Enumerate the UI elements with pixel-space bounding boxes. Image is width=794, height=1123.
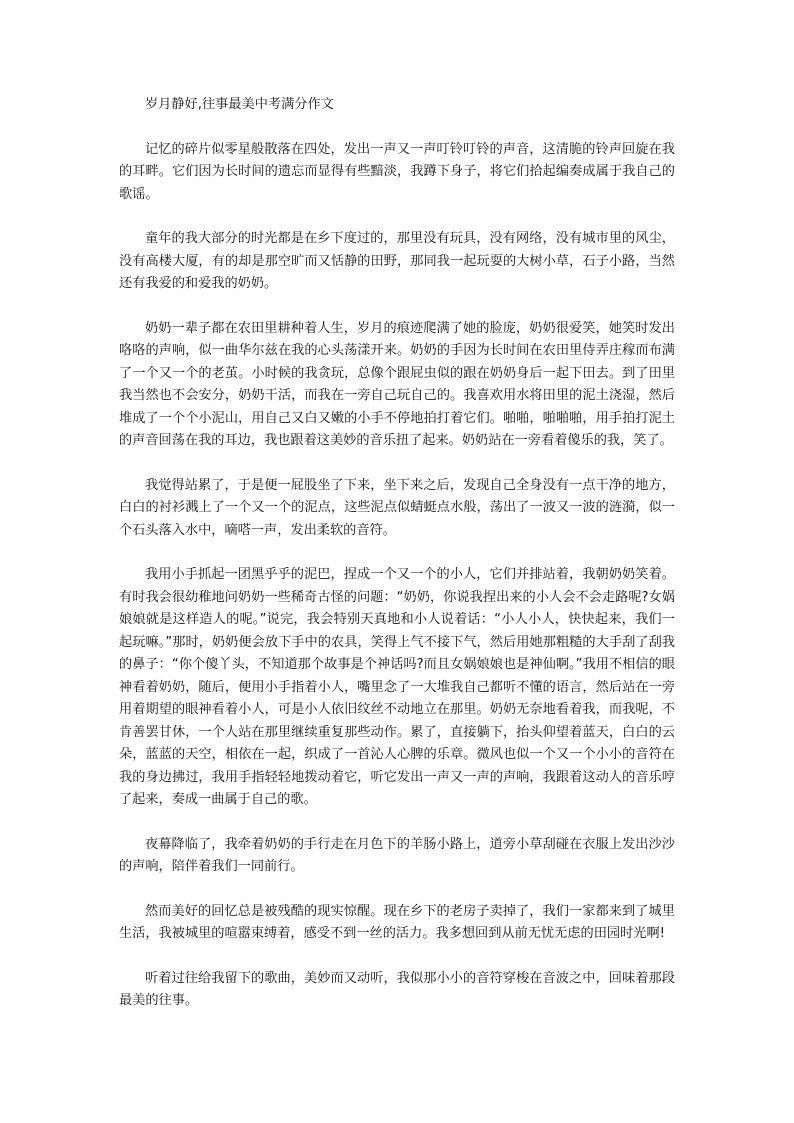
paragraph-4: 我觉得站累了，于是便一屁股坐了下来，坐下来之后，发现自己全身没有一点干净的地方，白白的衬衫溅上了一个又一个的泥点，这些泥点似蜻蜓点水般，荡出了一波又一波的涟漪，似一个石头落入水中，嘀嗒一声，发出柔软的音符。: [119, 477, 675, 538]
paragraph-2: 童年的我大部分的时光都是在乡下度过的，那里没有玩具，没有网络，没有城市里的风尘，没有高楼大厦，有的却是那空旷而又恬静的田野，那同我一起玩耍的大树小草，石子小路，当然还有我爱的和爱我的奶奶。: [119, 231, 675, 291]
paragraph-1: 记忆的碎片似零星般散落在四处，发出一声又一声叮铃叮铃的声音，这清脆的铃声回旋在我的耳畔。它们因为长时间的遗忘而显得有些黯淡，我蹲下身子，将它们拾起编奏成属于我自己的歌谣。: [119, 141, 675, 202]
paragraph-3: 奶奶一辈子都在农田里耕种着人生，岁月的痕迹爬满了她的脸庞，奶奶很爱笑，她笑时发出咯咯的声响，似一曲华尔兹在我的心头荡漾开来。奶奶的手因为长时间在农田里侍弄庄稼而布满了一个又一个的老茧。小时候的我贪玩，总像个跟屁虫似的跟在奶奶身后一起下田去。到了田里我当然也不会安分，奶奶干活，而我在一旁自己玩自己的。我喜欢用水将田里的泥土浇湿，然后堆成了一个个小泥山，用自己又白又嫩的小手不停地拍打着它们。啪啪，啪啪啪，用手拍打泥土的声音回荡在我的耳边，我也跟着这美妙的音乐扭了起来。奶奶站在一旁看着傻乐的我，笑了。: [119, 320, 675, 448]
paragraph-6: 夜幕降临了，我牵着奶奶的手行走在月色下的羊肠小路上，道旁小草刮碰在衣服上发出沙沙的声响，陪伴着我们一同前行。: [119, 836, 675, 874]
paragraph-7: 然而美好的回忆总是被残酷的现实惊醒。现在乡下的老房子卖掉了，我们一家都来到了城里生活，我被城里的喧嚣束缚着，感受不到一丝的活力。我多想回到从前无忧无虑的田园时光啊!: [119, 903, 675, 941]
paragraph-5: 我用小手抓起一团黑乎乎的泥巴，捏成一个又一个的小人，它们并排站着，我朝奶奶笑着。有时我会很幼稚地问奶奶一些稀奇古怪的问题：“奶奶，你说我捏出来的小人会不会走路呢?女娲娘娘就是这样造人的呢。”说完，我会特别天真地和小人说着话：“小人小人，快快起来，我们一起玩嘛。”那时，奶奶便会放下手中的农具，笑得上气不接下气，然后用她那粗糙的大手刮了刮我的鼻子：“你个傻丫头，不知道那个故事是个神话吗?而且女娲娘娘也是神仙啊。”我用不相信的眼神看着奶奶，随后，便用小手指着小人，嘴里念了一大堆我自己都听不懂的语言，然后站在一旁用着期望的眼神看着小人，可是小人依旧纹丝不动地立在那里。奶奶无奈地看着我，而我呢，不肯善罢甘休，一个人站在那里继续重复那些动作。累了，直接躺下，抬头仰望着蓝天，白白的云朵，蓝蓝的天空，相依在一起，织成了一首沁人心脾的乐章。微风也似一个又一个小小的音符在我的身边拂过，我用手指轻轻地拨动着它，听它发出一声又一声的声响，我跟着这动人的音乐哼了起来，奏成一曲属于自己的歌。: [119, 567, 675, 807]
essay-body: [119, 94, 675, 1035]
essay-title: 岁月静好,往事最美中考满分作文: [145, 97, 334, 112]
paragraph-8: 听着过往给我留下的歌曲，美妙而又动听，我似那小小的音符穿梭在音波之中，回味着那段最美的往事。: [119, 970, 675, 1008]
